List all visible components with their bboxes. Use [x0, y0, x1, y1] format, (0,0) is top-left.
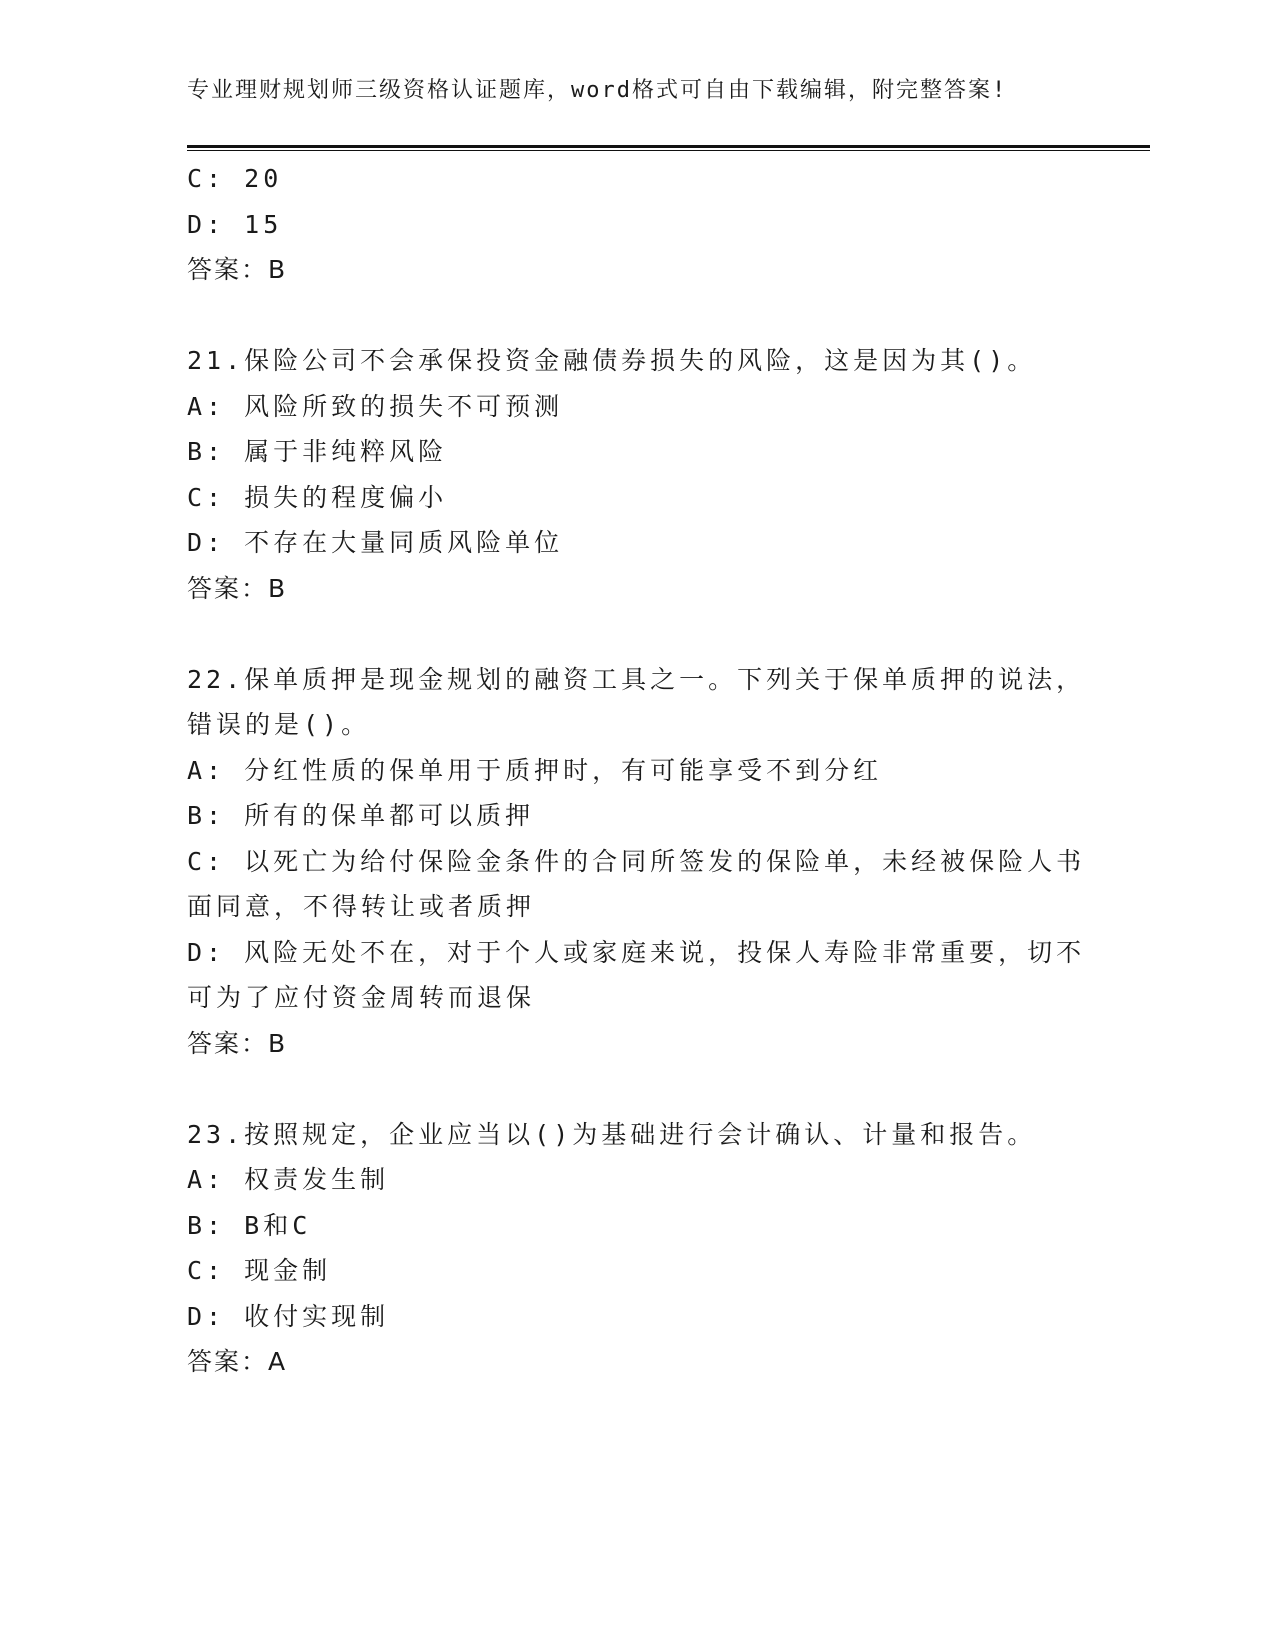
answer-line: 答案：B	[187, 1028, 288, 1058]
option-b: B: B和C	[187, 1210, 312, 1240]
option-c: C: 20	[187, 164, 283, 193]
question-stem-continued: 错误的是()。	[187, 710, 371, 739]
question-fragment	[187, 156, 1087, 293]
option-a: A: 分红性质的保单用于质押时，有可能享受不到分红	[187, 755, 883, 785]
question-stem: 23.按照规定，企业应当以()为基础进行会计确认、计量和报告。	[187, 1119, 1037, 1149]
answer-line: 答案：B	[187, 255, 288, 284]
question-22	[187, 657, 1087, 1067]
option-d-continued: 可为了应付资金周转而退保	[187, 983, 536, 1012]
option-c: C: 损失的程度偏小	[187, 482, 448, 512]
spacer	[187, 1066, 1087, 1112]
answer-line: 答案：B	[187, 573, 288, 603]
header-rule-thin	[187, 150, 1150, 151]
option-c: C: 以死亡为给付保险金条件的合同所签发的保险单，未经被保险人书	[187, 846, 1086, 876]
question-content	[187, 156, 1087, 1385]
option-a: A: 权责发生制	[187, 1165, 390, 1194]
option-c: C: 现金制	[187, 1256, 332, 1285]
header-rule-thick	[187, 145, 1150, 148]
spacer	[187, 611, 1087, 657]
question-stem: 21.保险公司不会承保投资金融债券损失的风险，这是因为其()。	[187, 346, 1037, 375]
option-a: A: 风险所致的损失不可预测	[187, 391, 564, 421]
option-b: B: 属于非纯粹风险	[187, 437, 448, 466]
option-d: D: 不存在大量同质风险单位	[187, 528, 564, 557]
option-d: D: 收付实现制	[187, 1301, 390, 1331]
option-d: D: 风险无处不在，对于个人或家庭来说，投保人寿险非常重要，切不	[187, 937, 1086, 967]
page-header: 专业理财规划师三级资格认证题库，word格式可自由下载编辑，附完整答案!	[187, 78, 1008, 103]
option-d: D: 15	[187, 209, 283, 239]
question-21	[187, 338, 1087, 611]
option-c-continued: 面同意，不得转让或者质押	[187, 892, 536, 921]
option-b: B: 所有的保单都可以质押	[187, 801, 535, 830]
answer-line: 答案：A	[187, 1347, 288, 1376]
spacer	[187, 293, 1087, 339]
question-stem: 22.保单质押是现金规划的融资工具之一。下列关于保单质押的说法，	[187, 664, 1086, 694]
question-23	[187, 1112, 1087, 1385]
